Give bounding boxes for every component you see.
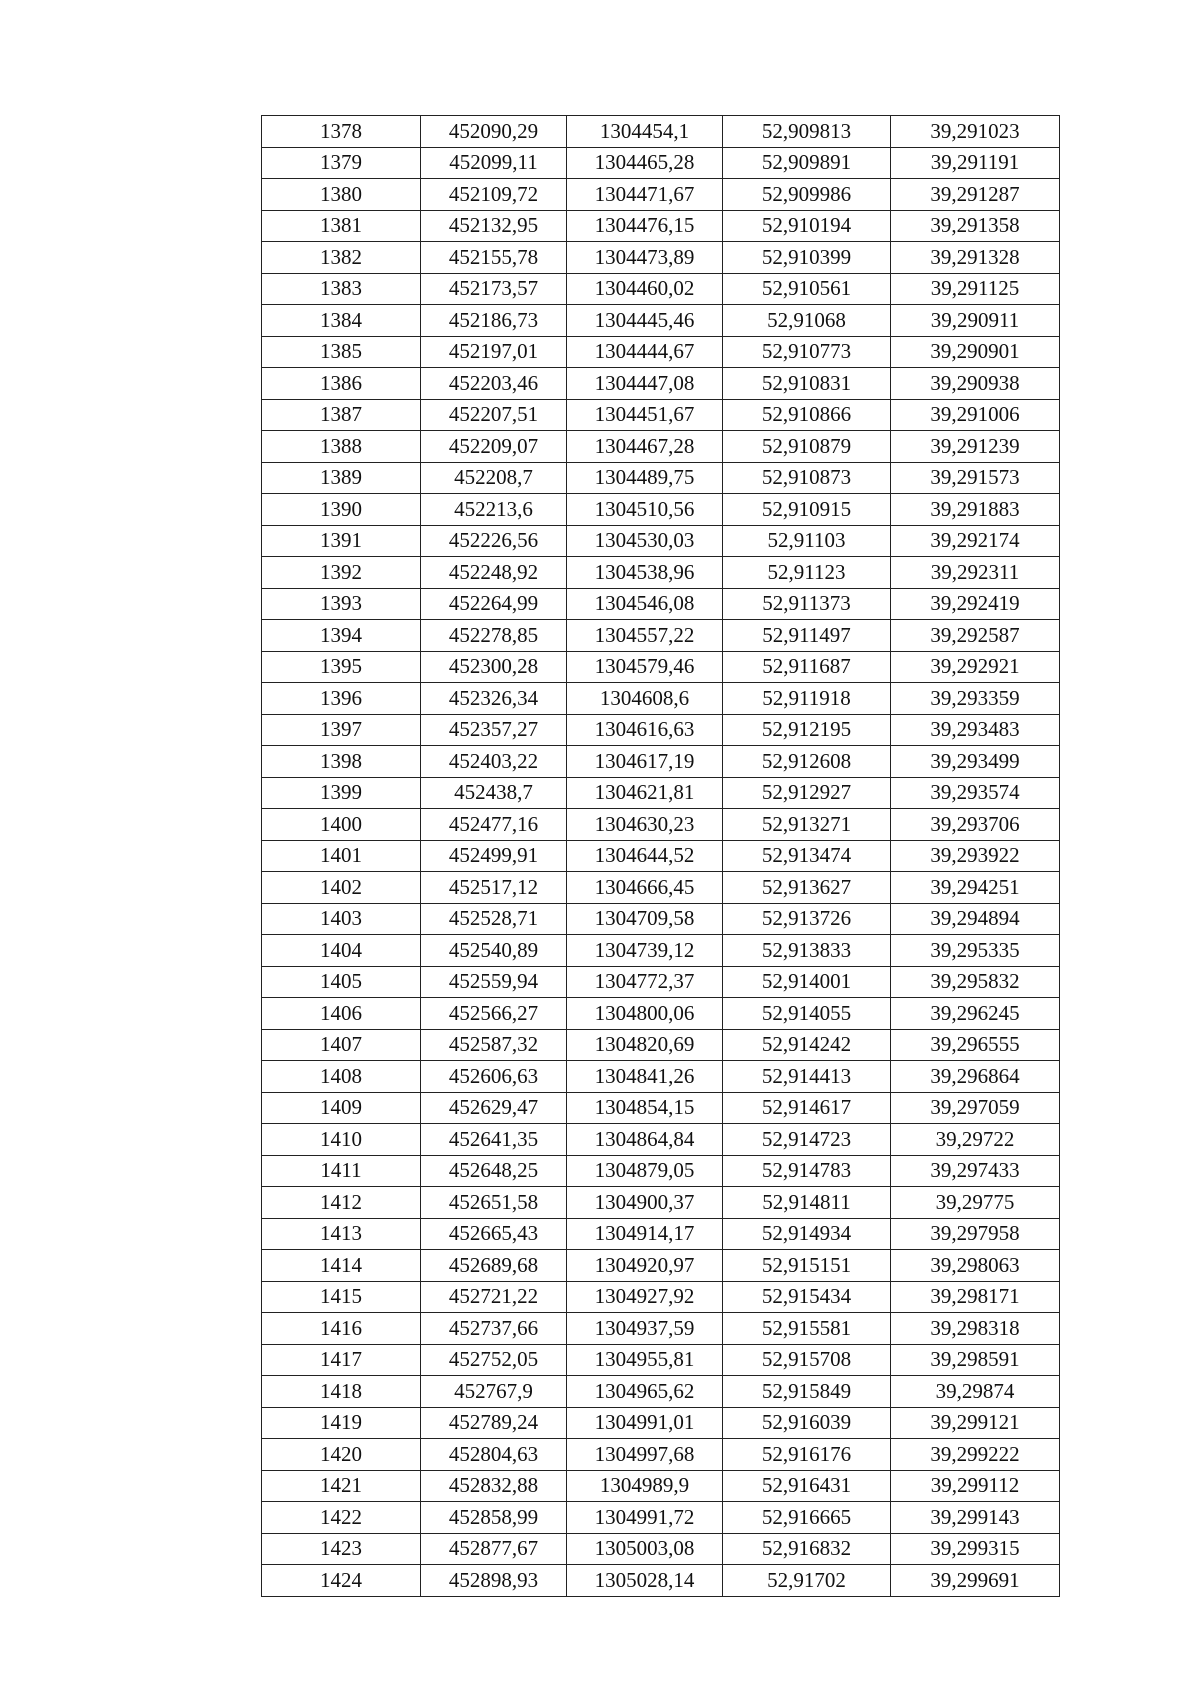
latitude-cell: 52,909986	[723, 179, 891, 211]
table-row	[262, 147, 1060, 179]
x-coordinate-cell: 452665,43	[421, 1218, 567, 1250]
point-number-cell: 1410	[262, 1124, 421, 1156]
table-row	[262, 1061, 1060, 1093]
x-coordinate-cell: 452173,57	[421, 273, 567, 305]
point-number-cell: 1394	[262, 620, 421, 652]
longitude-cell: 39,296245	[891, 998, 1060, 1030]
latitude-cell: 52,909891	[723, 147, 891, 179]
y-coordinate-cell: 1304557,22	[567, 620, 723, 652]
latitude-cell: 52,910915	[723, 494, 891, 526]
y-coordinate-cell: 1304489,75	[567, 462, 723, 494]
y-coordinate-cell: 1304854,15	[567, 1092, 723, 1124]
table-row	[262, 1439, 1060, 1471]
longitude-cell: 39,291358	[891, 210, 1060, 242]
table-row	[262, 1281, 1060, 1313]
point-number-cell: 1403	[262, 903, 421, 935]
latitude-cell: 52,911497	[723, 620, 891, 652]
y-coordinate-cell: 1304510,56	[567, 494, 723, 526]
y-coordinate-cell: 1304621,81	[567, 777, 723, 809]
longitude-cell: 39,291006	[891, 399, 1060, 431]
table-row	[262, 1502, 1060, 1534]
x-coordinate-cell: 452804,63	[421, 1439, 567, 1471]
latitude-cell: 52,914934	[723, 1218, 891, 1250]
latitude-cell: 52,910773	[723, 336, 891, 368]
longitude-cell: 39,299222	[891, 1439, 1060, 1471]
table-row	[262, 809, 1060, 841]
table-row	[262, 1029, 1060, 1061]
point-number-cell: 1415	[262, 1281, 421, 1313]
x-coordinate-cell: 452641,35	[421, 1124, 567, 1156]
point-number-cell: 1408	[262, 1061, 421, 1093]
longitude-cell: 39,292587	[891, 620, 1060, 652]
table-row	[262, 620, 1060, 652]
latitude-cell: 52,910873	[723, 462, 891, 494]
point-number-cell: 1423	[262, 1533, 421, 1565]
longitude-cell: 39,29722	[891, 1124, 1060, 1156]
point-number-cell: 1384	[262, 305, 421, 337]
table-row	[262, 525, 1060, 557]
point-number-cell: 1409	[262, 1092, 421, 1124]
longitude-cell: 39,291239	[891, 431, 1060, 463]
x-coordinate-cell: 452248,92	[421, 557, 567, 589]
latitude-cell: 52,915849	[723, 1376, 891, 1408]
table-row	[262, 777, 1060, 809]
table-row	[262, 494, 1060, 526]
point-number-cell: 1392	[262, 557, 421, 589]
latitude-cell: 52,910194	[723, 210, 891, 242]
y-coordinate-cell: 1304991,72	[567, 1502, 723, 1534]
point-number-cell: 1389	[262, 462, 421, 494]
table-row	[262, 305, 1060, 337]
y-coordinate-cell: 1305028,14	[567, 1565, 723, 1597]
x-coordinate-cell: 452566,27	[421, 998, 567, 1030]
latitude-cell: 52,916665	[723, 1502, 891, 1534]
y-coordinate-cell: 1304927,92	[567, 1281, 723, 1313]
longitude-cell: 39,299121	[891, 1407, 1060, 1439]
point-number-cell: 1400	[262, 809, 421, 841]
y-coordinate-cell: 1304538,96	[567, 557, 723, 589]
point-number-cell: 1386	[262, 368, 421, 400]
x-coordinate-cell: 452109,72	[421, 179, 567, 211]
point-number-cell: 1421	[262, 1470, 421, 1502]
x-coordinate-cell: 452209,07	[421, 431, 567, 463]
latitude-cell: 52,91068	[723, 305, 891, 337]
longitude-cell: 39,292921	[891, 651, 1060, 683]
point-number-cell: 1416	[262, 1313, 421, 1345]
y-coordinate-cell: 1304841,26	[567, 1061, 723, 1093]
latitude-cell: 52,913627	[723, 872, 891, 904]
table-row	[262, 1124, 1060, 1156]
point-number-cell: 1379	[262, 147, 421, 179]
point-number-cell: 1411	[262, 1155, 421, 1187]
longitude-cell: 39,290901	[891, 336, 1060, 368]
table-row	[262, 1092, 1060, 1124]
longitude-cell: 39,299315	[891, 1533, 1060, 1565]
table-row	[262, 935, 1060, 967]
table-row	[262, 210, 1060, 242]
x-coordinate-cell: 452540,89	[421, 935, 567, 967]
x-coordinate-cell: 452300,28	[421, 651, 567, 683]
table-row	[262, 903, 1060, 935]
point-number-cell: 1399	[262, 777, 421, 809]
x-coordinate-cell: 452264,99	[421, 588, 567, 620]
x-coordinate-cell: 452767,9	[421, 1376, 567, 1408]
longitude-cell: 39,293483	[891, 714, 1060, 746]
latitude-cell: 52,916039	[723, 1407, 891, 1439]
table-row	[262, 368, 1060, 400]
y-coordinate-cell: 1304920,97	[567, 1250, 723, 1282]
table-row	[262, 1565, 1060, 1597]
y-coordinate-cell: 1304617,19	[567, 746, 723, 778]
point-number-cell: 1378	[262, 116, 421, 148]
latitude-cell: 52,912608	[723, 746, 891, 778]
longitude-cell: 39,291023	[891, 116, 1060, 148]
table-row	[262, 1533, 1060, 1565]
y-coordinate-cell: 1304476,15	[567, 210, 723, 242]
latitude-cell: 52,914783	[723, 1155, 891, 1187]
y-coordinate-cell: 1304454,1	[567, 116, 723, 148]
longitude-cell: 39,294894	[891, 903, 1060, 935]
y-coordinate-cell: 1304608,6	[567, 683, 723, 715]
y-coordinate-cell: 1305003,08	[567, 1533, 723, 1565]
latitude-cell: 52,915151	[723, 1250, 891, 1282]
x-coordinate-cell: 452517,12	[421, 872, 567, 904]
latitude-cell: 52,91123	[723, 557, 891, 589]
point-number-cell: 1393	[262, 588, 421, 620]
point-number-cell: 1381	[262, 210, 421, 242]
x-coordinate-cell: 452606,63	[421, 1061, 567, 1093]
coordinates-table	[261, 115, 1060, 1597]
latitude-cell: 52,914001	[723, 966, 891, 998]
point-number-cell: 1412	[262, 1187, 421, 1219]
table-row	[262, 1155, 1060, 1187]
point-number-cell: 1419	[262, 1407, 421, 1439]
point-number-cell: 1413	[262, 1218, 421, 1250]
latitude-cell: 52,913474	[723, 840, 891, 872]
y-coordinate-cell: 1304546,08	[567, 588, 723, 620]
x-coordinate-cell: 452858,99	[421, 1502, 567, 1534]
latitude-cell: 52,914811	[723, 1187, 891, 1219]
table-row	[262, 1470, 1060, 1502]
longitude-cell: 39,296555	[891, 1029, 1060, 1061]
longitude-cell: 39,291191	[891, 147, 1060, 179]
y-coordinate-cell: 1304465,28	[567, 147, 723, 179]
y-coordinate-cell: 1304937,59	[567, 1313, 723, 1345]
table-row	[262, 1187, 1060, 1219]
table-row	[262, 116, 1060, 148]
table-row	[262, 273, 1060, 305]
x-coordinate-cell: 452186,73	[421, 305, 567, 337]
y-coordinate-cell: 1304965,62	[567, 1376, 723, 1408]
point-number-cell: 1418	[262, 1376, 421, 1408]
longitude-cell: 39,293499	[891, 746, 1060, 778]
latitude-cell: 52,913271	[723, 809, 891, 841]
latitude-cell: 52,909813	[723, 116, 891, 148]
y-coordinate-cell: 1304739,12	[567, 935, 723, 967]
longitude-cell: 39,292311	[891, 557, 1060, 589]
x-coordinate-cell: 452832,88	[421, 1470, 567, 1502]
longitude-cell: 39,29874	[891, 1376, 1060, 1408]
longitude-cell: 39,291573	[891, 462, 1060, 494]
table-row	[262, 462, 1060, 494]
latitude-cell: 52,916176	[723, 1439, 891, 1471]
latitude-cell: 52,911373	[723, 588, 891, 620]
latitude-cell: 52,91103	[723, 525, 891, 557]
point-number-cell: 1424	[262, 1565, 421, 1597]
longitude-cell: 39,292174	[891, 525, 1060, 557]
table-row	[262, 651, 1060, 683]
latitude-cell: 52,910399	[723, 242, 891, 274]
latitude-cell: 52,910866	[723, 399, 891, 431]
point-number-cell: 1395	[262, 651, 421, 683]
x-coordinate-cell: 452651,58	[421, 1187, 567, 1219]
x-coordinate-cell: 452403,22	[421, 746, 567, 778]
x-coordinate-cell: 452213,6	[421, 494, 567, 526]
longitude-cell: 39,293359	[891, 683, 1060, 715]
longitude-cell: 39,298591	[891, 1344, 1060, 1376]
point-number-cell: 1417	[262, 1344, 421, 1376]
x-coordinate-cell: 452898,93	[421, 1565, 567, 1597]
latitude-cell: 52,916832	[723, 1533, 891, 1565]
x-coordinate-cell: 452132,95	[421, 210, 567, 242]
point-number-cell: 1382	[262, 242, 421, 274]
longitude-cell: 39,295335	[891, 935, 1060, 967]
point-number-cell: 1422	[262, 1502, 421, 1534]
y-coordinate-cell: 1304445,46	[567, 305, 723, 337]
longitude-cell: 39,297433	[891, 1155, 1060, 1187]
table-row	[262, 683, 1060, 715]
table-row	[262, 431, 1060, 463]
x-coordinate-cell: 452648,25	[421, 1155, 567, 1187]
point-number-cell: 1414	[262, 1250, 421, 1282]
point-number-cell: 1397	[262, 714, 421, 746]
x-coordinate-cell: 452203,46	[421, 368, 567, 400]
x-coordinate-cell: 452737,66	[421, 1313, 567, 1345]
x-coordinate-cell: 452326,34	[421, 683, 567, 715]
y-coordinate-cell: 1304471,67	[567, 179, 723, 211]
table-row	[262, 872, 1060, 904]
table-row	[262, 998, 1060, 1030]
table-row	[262, 179, 1060, 211]
longitude-cell: 39,293574	[891, 777, 1060, 809]
y-coordinate-cell: 1304879,05	[567, 1155, 723, 1187]
table-row	[262, 714, 1060, 746]
point-number-cell: 1385	[262, 336, 421, 368]
y-coordinate-cell: 1304473,89	[567, 242, 723, 274]
longitude-cell: 39,295832	[891, 966, 1060, 998]
latitude-cell: 52,914617	[723, 1092, 891, 1124]
table-row	[262, 399, 1060, 431]
latitude-cell: 52,911918	[723, 683, 891, 715]
latitude-cell: 52,910561	[723, 273, 891, 305]
table-row	[262, 746, 1060, 778]
latitude-cell: 52,911687	[723, 651, 891, 683]
y-coordinate-cell: 1304864,84	[567, 1124, 723, 1156]
x-coordinate-cell: 452090,29	[421, 116, 567, 148]
longitude-cell: 39,296864	[891, 1061, 1060, 1093]
longitude-cell: 39,298171	[891, 1281, 1060, 1313]
longitude-cell: 39,291287	[891, 179, 1060, 211]
table-row	[262, 1218, 1060, 1250]
longitude-cell: 39,298063	[891, 1250, 1060, 1282]
y-coordinate-cell: 1304709,58	[567, 903, 723, 935]
latitude-cell: 52,913833	[723, 935, 891, 967]
point-number-cell: 1406	[262, 998, 421, 1030]
latitude-cell: 52,914242	[723, 1029, 891, 1061]
longitude-cell: 39,294251	[891, 872, 1060, 904]
x-coordinate-cell: 452721,22	[421, 1281, 567, 1313]
table-row	[262, 557, 1060, 589]
longitude-cell: 39,293922	[891, 840, 1060, 872]
latitude-cell: 52,910879	[723, 431, 891, 463]
longitude-cell: 39,299143	[891, 1502, 1060, 1534]
longitude-cell: 39,292419	[891, 588, 1060, 620]
point-number-cell: 1383	[262, 273, 421, 305]
x-coordinate-cell: 452528,71	[421, 903, 567, 935]
latitude-cell: 52,915708	[723, 1344, 891, 1376]
y-coordinate-cell: 1304772,37	[567, 966, 723, 998]
longitude-cell: 39,299112	[891, 1470, 1060, 1502]
table-row	[262, 242, 1060, 274]
y-coordinate-cell: 1304666,45	[567, 872, 723, 904]
y-coordinate-cell: 1304467,28	[567, 431, 723, 463]
x-coordinate-cell: 452789,24	[421, 1407, 567, 1439]
x-coordinate-cell: 452208,7	[421, 462, 567, 494]
x-coordinate-cell: 452752,05	[421, 1344, 567, 1376]
x-coordinate-cell: 452559,94	[421, 966, 567, 998]
latitude-cell: 52,91702	[723, 1565, 891, 1597]
longitude-cell: 39,29775	[891, 1187, 1060, 1219]
y-coordinate-cell: 1304630,23	[567, 809, 723, 841]
y-coordinate-cell: 1304644,52	[567, 840, 723, 872]
point-number-cell: 1390	[262, 494, 421, 526]
longitude-cell: 39,290911	[891, 305, 1060, 337]
point-number-cell: 1402	[262, 872, 421, 904]
table-row	[262, 1250, 1060, 1282]
y-coordinate-cell: 1304579,46	[567, 651, 723, 683]
y-coordinate-cell: 1304460,02	[567, 273, 723, 305]
latitude-cell: 52,915581	[723, 1313, 891, 1345]
x-coordinate-cell: 452226,56	[421, 525, 567, 557]
point-number-cell: 1401	[262, 840, 421, 872]
longitude-cell: 39,291125	[891, 273, 1060, 305]
y-coordinate-cell: 1304955,81	[567, 1344, 723, 1376]
table-row	[262, 1313, 1060, 1345]
table-row	[262, 840, 1060, 872]
x-coordinate-cell: 452477,16	[421, 809, 567, 841]
y-coordinate-cell: 1304800,06	[567, 998, 723, 1030]
latitude-cell: 52,912927	[723, 777, 891, 809]
latitude-cell: 52,914723	[723, 1124, 891, 1156]
y-coordinate-cell: 1304997,68	[567, 1439, 723, 1471]
y-coordinate-cell: 1304820,69	[567, 1029, 723, 1061]
x-coordinate-cell: 452099,11	[421, 147, 567, 179]
table-row	[262, 588, 1060, 620]
x-coordinate-cell: 452587,32	[421, 1029, 567, 1061]
point-number-cell: 1388	[262, 431, 421, 463]
x-coordinate-cell: 452357,27	[421, 714, 567, 746]
y-coordinate-cell: 1304444,67	[567, 336, 723, 368]
latitude-cell: 52,912195	[723, 714, 891, 746]
longitude-cell: 39,299691	[891, 1565, 1060, 1597]
longitude-cell: 39,291328	[891, 242, 1060, 274]
point-number-cell: 1398	[262, 746, 421, 778]
y-coordinate-cell: 1304991,01	[567, 1407, 723, 1439]
longitude-cell: 39,290938	[891, 368, 1060, 400]
y-coordinate-cell: 1304447,08	[567, 368, 723, 400]
longitude-cell: 39,291883	[891, 494, 1060, 526]
latitude-cell: 52,916431	[723, 1470, 891, 1502]
point-number-cell: 1405	[262, 966, 421, 998]
latitude-cell: 52,910831	[723, 368, 891, 400]
longitude-cell: 39,298318	[891, 1313, 1060, 1345]
y-coordinate-cell: 1304914,17	[567, 1218, 723, 1250]
point-number-cell: 1387	[262, 399, 421, 431]
point-number-cell: 1391	[262, 525, 421, 557]
point-number-cell: 1380	[262, 179, 421, 211]
point-number-cell: 1407	[262, 1029, 421, 1061]
longitude-cell: 39,293706	[891, 809, 1060, 841]
x-coordinate-cell: 452278,85	[421, 620, 567, 652]
x-coordinate-cell: 452438,7	[421, 777, 567, 809]
longitude-cell: 39,297958	[891, 1218, 1060, 1250]
x-coordinate-cell: 452629,47	[421, 1092, 567, 1124]
table-row	[262, 1407, 1060, 1439]
point-number-cell: 1404	[262, 935, 421, 967]
x-coordinate-cell: 452197,01	[421, 336, 567, 368]
table-row	[262, 966, 1060, 998]
x-coordinate-cell: 452207,51	[421, 399, 567, 431]
longitude-cell: 39,297059	[891, 1092, 1060, 1124]
y-coordinate-cell: 1304900,37	[567, 1187, 723, 1219]
latitude-cell: 52,914055	[723, 998, 891, 1030]
x-coordinate-cell: 452877,67	[421, 1533, 567, 1565]
table-row	[262, 1344, 1060, 1376]
point-number-cell: 1396	[262, 683, 421, 715]
x-coordinate-cell: 452155,78	[421, 242, 567, 274]
x-coordinate-cell: 452499,91	[421, 840, 567, 872]
y-coordinate-cell: 1304530,03	[567, 525, 723, 557]
table-row	[262, 1376, 1060, 1408]
latitude-cell: 52,915434	[723, 1281, 891, 1313]
y-coordinate-cell: 1304451,67	[567, 399, 723, 431]
table-row	[262, 336, 1060, 368]
latitude-cell: 52,913726	[723, 903, 891, 935]
y-coordinate-cell: 1304616,63	[567, 714, 723, 746]
point-number-cell: 1420	[262, 1439, 421, 1471]
coordinates-table-body	[262, 116, 1060, 1597]
latitude-cell: 52,914413	[723, 1061, 891, 1093]
y-coordinate-cell: 1304989,9	[567, 1470, 723, 1502]
x-coordinate-cell: 452689,68	[421, 1250, 567, 1282]
